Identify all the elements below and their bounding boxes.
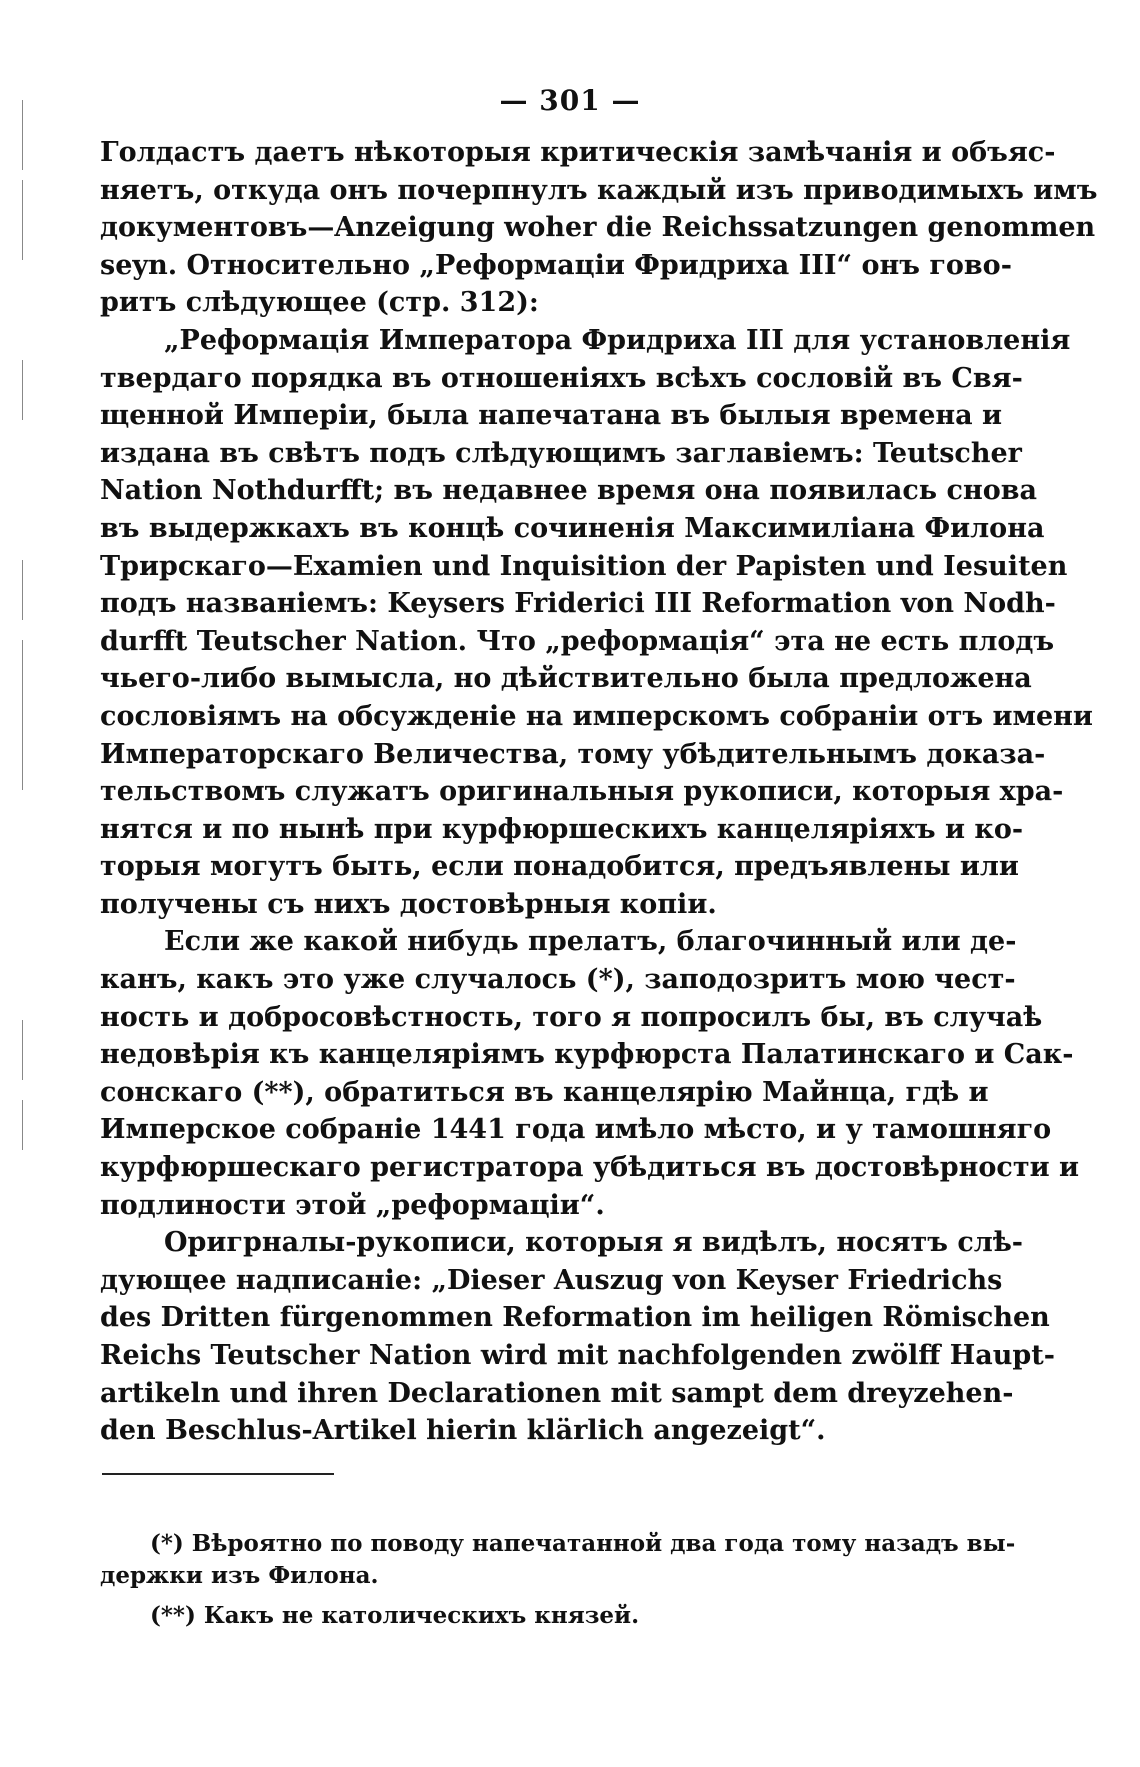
scan-margin-mark (22, 180, 23, 260)
footnote-gap (100, 1592, 950, 1600)
text-line: ритъ слѣдующее (стр. 312): (100, 287, 539, 319)
text-line: въ выдержкахъ въ концѣ сочиненія Максимиліана Филона (100, 512, 1045, 544)
footnote-line: (*) Вѣроятно по поводу напечатанной два года тому назадъ вы- (150, 1530, 1016, 1557)
footnote-line: (**) Какъ не католическихъ князей. (150, 1602, 640, 1629)
text-line: недовѣрія къ канцеляріямъ курфюрста Палатинскаго и Сак- (100, 1039, 1074, 1071)
text-line: чьего-либо вымысла, но дѣйствительно была предложена (100, 663, 1032, 695)
text-line: тельствомъ служатъ оригинальныя рукописи, которыя хра- (100, 776, 1064, 808)
text-line: дующее надписаніе: „Dieser Auszug von Keyser Friedrichs (100, 1264, 1003, 1296)
footnote-line: держки изъ Филона. (100, 1562, 379, 1589)
text-line: твердаго порядка въ отношеніяхъ всѣхъ сословій въ Свя- (100, 362, 1023, 394)
text-line: Голдастъ даетъ нѣкоторыя критическія замѣчанія и объяс- (100, 137, 1056, 168)
text-line: des Dritten fürgenommen Reformation im heiligen Römischen (100, 1302, 1050, 1334)
text-line: „Реформація Императора Фридриха III для установленія (164, 324, 1071, 356)
scan-margin-mark (22, 560, 23, 620)
footnote-divider (102, 1473, 334, 1475)
text-line: ность и добросовѣстность, того я попросилъ бы, въ случаѣ (100, 1001, 1043, 1033)
footnote-1 (100, 1528, 1016, 1592)
text-line: получены съ нихъ достовѣрныя копіи. (100, 888, 717, 920)
text-line: Reichs Teutscher Nation wird mit nachfolgenden zwölff Haupt- (100, 1340, 1055, 1371)
text-line: щенной Имперіи, была напечатана въ былыя времена и (100, 400, 1003, 432)
paragraph-2 (100, 322, 1093, 924)
text-line: Трирскаго—Examien und Inquisition der Papisten und Iesuiten (100, 550, 1068, 582)
text-line: документовъ—Anzeigung woher die Reichssatzungen genommen (100, 212, 1096, 244)
text-line: сословіямъ на обсужденіе на имперскомъ собраніи отъ имени (100, 700, 1093, 732)
scan-margin-mark (22, 1100, 23, 1150)
text-line: няетъ, откуда онъ почерпнулъ каждый изъ приводимыхъ имъ (100, 174, 1098, 206)
text-line: издана въ свѣтъ подъ слѣдующимъ заглавіемъ: Teutscher (100, 437, 1022, 469)
text-line: seyn. Относительно „Реформаціи Фридриха III“ онъ гово- (100, 249, 1012, 281)
text-line: Имперское собраніе 1441 года имѣло мѣсто, и у тамошняго (100, 1114, 1052, 1146)
paragraph-4 (100, 1224, 1055, 1450)
paragraph-1 (100, 134, 1098, 322)
text-line: artikeln und ihren Declarationen mit sampt dem dreyzehen- (100, 1377, 1014, 1409)
text-line: нятся и по нынѣ при курфюршескихъ канцеляріяхъ и ко- (100, 813, 1024, 845)
text-line: durfft Teutscher Nation. Что „реформація“ эта не есть плодъ (100, 625, 1055, 657)
page-number: — 301 — (499, 84, 641, 117)
text-line: подъ названіемъ: Keysers Friderici III Reformation von Nodh- (100, 588, 1056, 620)
scan-margin-mark (22, 640, 23, 700)
text-line: Оригрналы-рукописи, которыя я видѣлъ, носятъ слѣ- (164, 1227, 1024, 1259)
text-line: канъ, какъ это уже случалось (*), заподозритъ мою чест- (100, 964, 1016, 996)
text-line: сонскаго (**), обратиться въ канцелярію Майнца, гдѣ и (100, 1076, 989, 1108)
scan-margin-mark (22, 360, 23, 420)
text-line: Nation Nothdurfft; въ недавнее время она появилась снова (100, 475, 1037, 507)
footnote-2 (100, 1600, 950, 1632)
scan-margin-mark (22, 700, 23, 790)
text-line: Императорскаго Величества, тому убѣдительнымъ доказа- (100, 738, 1046, 770)
text-line: подлиности этой „реформаціи“. (100, 1189, 605, 1221)
main-text (100, 134, 1098, 1450)
scan-margin-mark (22, 1020, 23, 1080)
text-line: den Beschlus-Artikel hierin klärlich angezeigt“. (100, 1415, 826, 1447)
footnotes (100, 1528, 1016, 1632)
text-line: торыя могутъ быть, если понадобится, предъявлены или (100, 851, 1019, 883)
scan-margin-mark (22, 100, 23, 170)
text-line: курфюршескаго регистратора убѣдиться въ достовѣрности и (100, 1152, 1080, 1184)
paragraph-3 (100, 923, 1080, 1224)
text-line: Если же какой нибудь прелатъ, благочинный или де- (164, 926, 1017, 958)
